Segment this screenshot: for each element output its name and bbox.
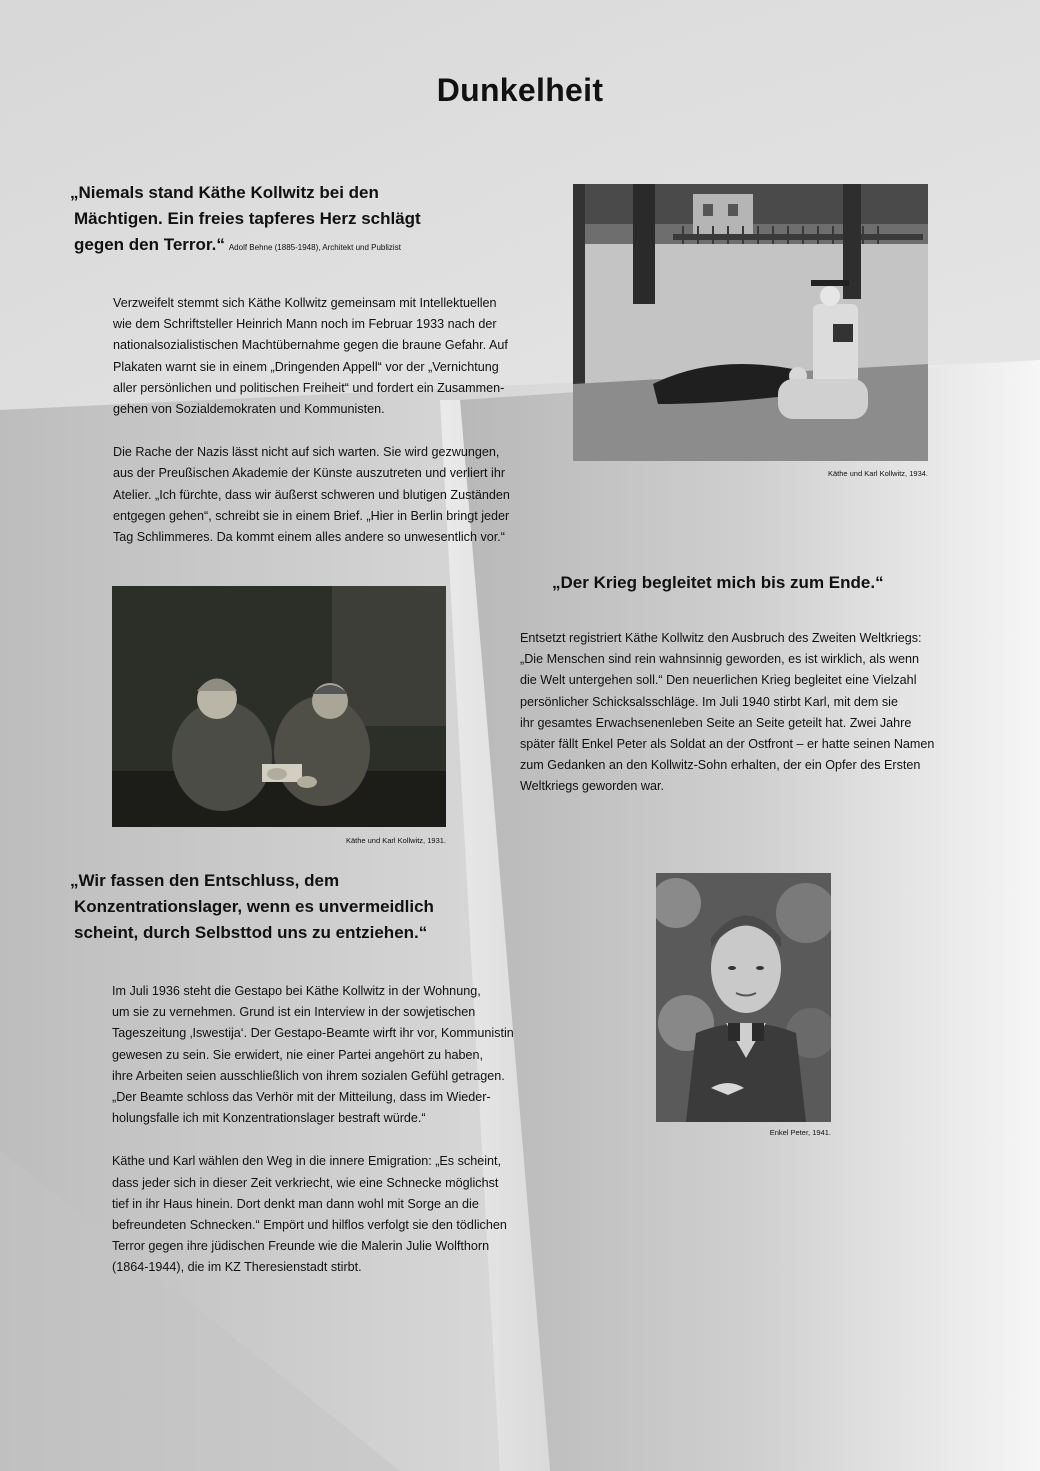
section3-paragraph1: Im Juli 1936 steht die Gestapo bei Käthe Kollwitz in der Wohnung, um sie zu vernehmen. Grund ist ein Interview in der sowjetischen Tageszeitung ‚Iswestija‘. Der Gestapo-Beamte wirft ihr vor, Kommunistin gewesen zu sein. Sie erwidert, nie einer Partei angehört zu haben, ihre Arbeiten seien ausschließlich von ihrem sozialen Gefühl getragen. „Der Beamte schloss das Verhör mit der Mitteilung, dass im Wieder- holungsfalle ich mit Konzentrationslager bestraft würde.“ xyxy=(112,984,514,1126)
section1-text xyxy=(113,293,533,570)
photo-enkel-peter-1941 xyxy=(656,873,831,1122)
quote-line: „Wir fassen den Entschluss, dem xyxy=(70,871,340,890)
quote-line: Mächtigen. Ein freies tapferes Herz schlägt xyxy=(74,209,421,228)
quote-source: Adolf Behne (1885-1948), Architekt und Publizist xyxy=(228,243,401,252)
quote-line: Konzentrationslager, wenn es unvermeidlich xyxy=(74,897,434,916)
section2-paragraph1: Entsetzt registriert Käthe Kollwitz den Ausbruch des Zweiten Weltkriegs: „Die Menschen sind rein wahnsinnig geworden, es ist wirklich, als wenn die Welt untergehen soll.“ Den neuerlichen Krieg begleitet eine Vielzahl persönlicher Schicksalsschläge. Im Juli 1940 stirbt Karl, mit dem sie ihr gesamtes Erwachsenenleben Seite an Seite geteilt hat. Zwei Jahre später fällt Enkel Peter als Soldat an der Ostfront – er hatte seinen Namen zum Gedanken an den Kollwitz-Sohn erhalten, der ein Opfer des Ersten Weltkriegs geworden war. xyxy=(520,631,935,794)
quote-behne xyxy=(70,180,421,261)
photo-1934-caption: Käthe und Karl Kollwitz, 1934. xyxy=(827,469,928,478)
section2-text xyxy=(520,628,960,820)
quote-line: „Niemals stand Käthe Kollwitz bei den xyxy=(70,183,379,202)
quote-line-end: gegen den Terror.“ xyxy=(74,235,225,254)
quote-line: scheint, durch Selbsttod uns zu entziehen.“ xyxy=(74,923,428,942)
section3-paragraph2: Käthe und Karl wählen den Weg in die innere Emigration: „Es scheint, dass jeder sich in dieser Zeit verkriecht, wie eine Schnecke möglichst tief in ihr Haus hinein. Dort denkt man dann wohl mit Sorge an die befreundeten Schnecken.“ Empört und hilflos verfolgt sie den tödlichen Terror gegen ihre jüdischen Freunde wie die Malerin Julie Wolfthorn (1864-1944), die im KZ Theresienstadt stirbt. xyxy=(112,1154,507,1275)
photo-1941-caption: Enkel Peter, 1941. xyxy=(769,1128,831,1137)
photo-1931-caption: Käthe und Karl Kollwitz, 1931. xyxy=(345,836,446,845)
page-title: Dunkelheit xyxy=(436,72,604,108)
section1-paragraph2: Die Rache der Nazis lässt nicht auf sich warten. Sie wird gezwungen, aus der Preußischen Akademie der Künste auszutreten und verliert ihr Atelier. „Ich fürchte, dass wir äußerst schweren und blutigen Zuständen entgegen gehen“, schreibt sie in einem Brief. „Hier in Berlin bringt jeder Tag Schlimmeres. Da kommt einem alles andere so unwesentlich vor.“ xyxy=(113,445,510,545)
photo-kollwitz-1934 xyxy=(573,184,928,461)
photo-kollwitz-1931 xyxy=(112,586,446,827)
quote-entschluss xyxy=(70,868,434,946)
quote-krieg: „Der Krieg begleitet mich bis zum Ende.“ xyxy=(552,573,884,592)
quote-line xyxy=(70,232,421,261)
section1-paragraph1: Verzweifelt stemmt sich Käthe Kollwitz gemeinsam mit Intellektuellen wie dem Schriftsteller Heinrich Mann noch im Februar 1933 nach der nationalsozialistischen Machtübernahme gegen die braune Gefahr. Auf Plakaten warnt sie in einem „Dringenden Appell“ vor der „Vernichtung aller persönlichen und politischen Freiheit“ und fordert ein Zusammen- gehen von Sozialdemokraten und Kommunisten. xyxy=(113,296,508,417)
section3-text xyxy=(112,981,532,1301)
